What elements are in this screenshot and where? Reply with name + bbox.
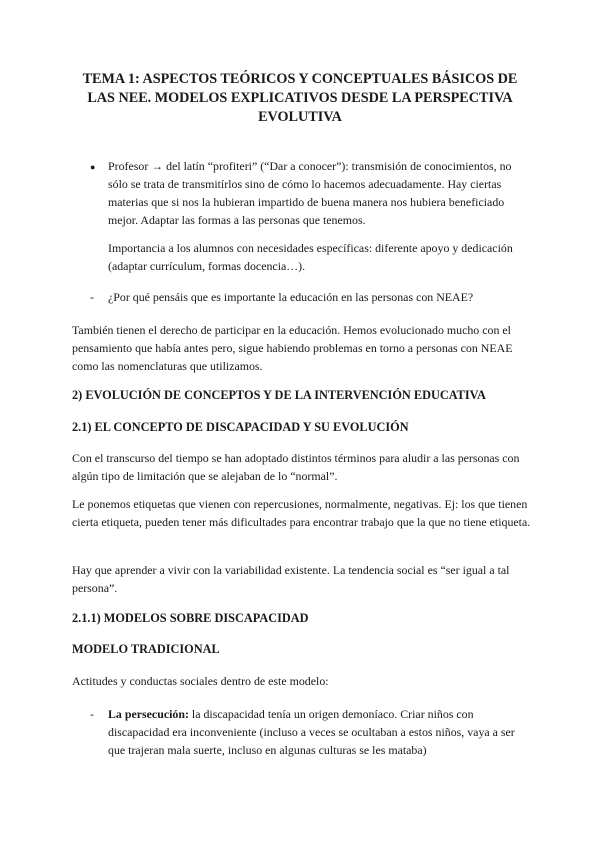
bullet-paragraph-profesor: Profesor → del latín “profiteri” (“Dar a conocer”): transmisión de conocimientos, no sólo se trata de transmitírlos sino de cómo lo hacemos adecuadamente. Hay ciertas materias que si nos la hubieran impartido de buena manera nos hubiera beneficiado mejor. Adaptar las formas a las personas que tenemos. xyxy=(108,159,512,227)
bullet-subparagraph-importancia: Importancia a los alumnos con necesidades específicas: diferente apoyo y dedicación (adaptar currículum, formas docencia…). xyxy=(108,241,513,273)
dash-item-question: ¿Por qué pensáis que es importante la educación en las personas con NEAE? xyxy=(108,290,474,304)
section-heading-2-1: 2.1) EL CONCEPTO DE DISCAPACIDAD Y SU EVOLUCIÓN xyxy=(72,420,409,434)
document-title: TEMA 1: ASPECTOS TEÓRICOS Y CONCEPTUALES BÁSICOS DE LAS NEE. MODELOS EXPLICATIVOS DESDE LA PERSPECTIVA EVOLUTIVA xyxy=(82,71,518,125)
dash-item-persecucion xyxy=(108,705,532,759)
dash-marker: - xyxy=(90,707,94,721)
subheading-modelo-tradicional: MODELO TRADICIONAL xyxy=(72,642,220,656)
paragraph-derecho: También tienen el derecho de participar en la educación. Hemos evolucionado mucho con el pensamiento que había antes pero, sigue habiendo problemas en torno a personas con NEAE como las nomenclaturas que utilizamos. xyxy=(72,323,513,373)
section-heading-2-1-1: 2.1.1) MODELOS SOBRE DISCAPACIDAD xyxy=(72,611,309,625)
persecucion-label: La persecución: xyxy=(108,707,189,721)
paragraph-transcurso: Con el transcurso del tiempo se han adoptado distintos términos para aludir a las personas con algún tipo de limitación que se alejaban de lo “normal”. xyxy=(72,451,520,483)
paragraph-etiquetas: Le ponemos etiquetas que vienen con repercusiones, normalmente, negativas. Ej: los que tienen cierta etiqueta, pueden tener más dificultades para encontrar trabajo que la que no tiene etiqueta. xyxy=(72,497,531,529)
paragraph-actitudes: Actitudes y conductas sociales dentro de este modelo: xyxy=(72,674,329,688)
section-heading-2: 2) EVOLUCIÓN DE CONCEPTOS Y DE LA INTERVENCIÓN EDUCATIVA xyxy=(72,388,486,402)
paragraph-variabilidad: Hay que aprender a vivir con la variabilidad existente. La tendencia social es “ser igual a tal persona”. xyxy=(72,563,510,595)
bullet-marker: ● xyxy=(90,162,96,172)
persecucion-text: la discapacidad tenía un origen demoníaco. Criar niños con discapacidad era inconveniente (incluso a veces se ocultaban a estos niños, vaya a ser que trajeran mala suerte, incluso en algunas culturas se les mataba) xyxy=(108,707,515,757)
dash-marker: - xyxy=(90,290,94,304)
